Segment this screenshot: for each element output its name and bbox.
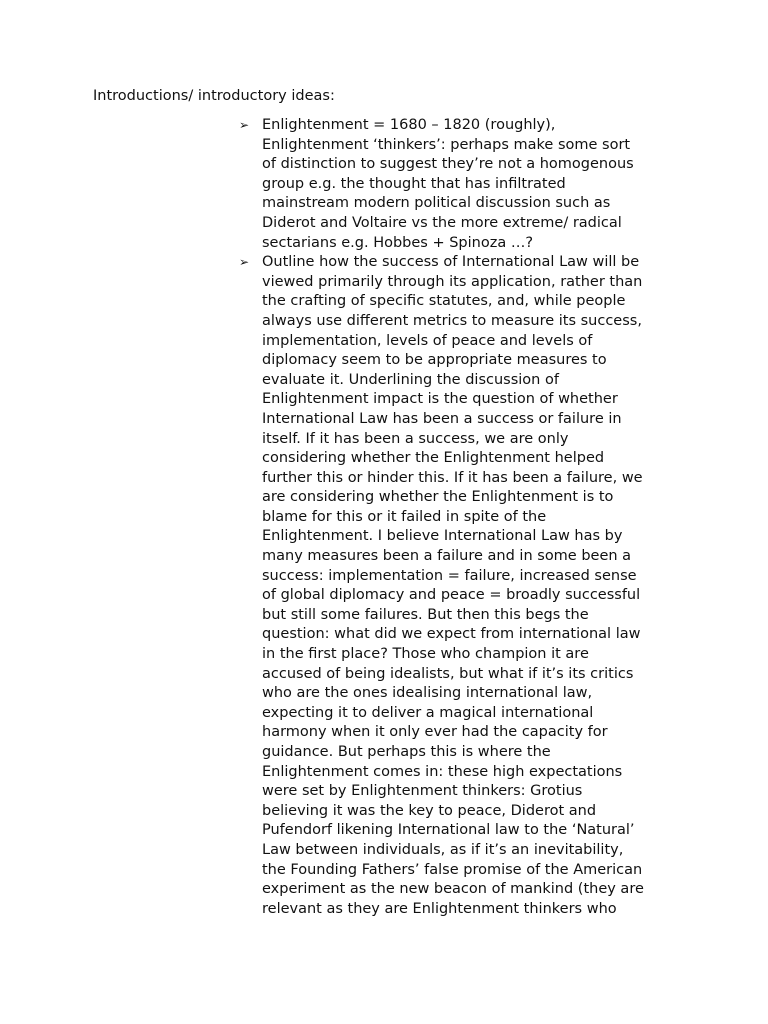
bullet-text-line: Enlightenment. I believe International Law has by: [262, 528, 623, 545]
bullet-text-line: Diderot and Voltaire vs the more extreme/ radical: [262, 214, 622, 231]
bullet-text-line: diplomacy seem to be appropriate measures to: [262, 352, 607, 369]
bullet-text-line: of global diplomacy and peace = broadly successful: [262, 587, 641, 604]
bullet-text-line: always use different metrics to measure its success,: [262, 312, 642, 329]
bullet-text-line: Enlightenment ‘thinkers’: perhaps make some sort: [262, 136, 631, 153]
bullet-item-international-law-outline: [236, 253, 676, 919]
bullet-text-line: Outline how the success of International Law will be: [262, 254, 640, 271]
bullet-text-line: Pufendorf likening International law to the ‘Natural’: [262, 822, 635, 839]
bullet-text-line: in the first place? Those who champion it are: [262, 646, 589, 663]
bullet-item-enlightenment-period: [236, 116, 676, 253]
bullet-text-line: many measures been a failure and in some been a: [262, 548, 632, 565]
bullet-text-line: evaluate it. Underlining the discussion of: [262, 371, 559, 388]
bullet-text-line: believing it was the key to peace, Diderot and: [262, 802, 597, 819]
bullet-text-line: were set by Enlightenment thinkers: Grotius: [262, 783, 583, 800]
bullet-text-line: itself. If it has been a success, we are only: [262, 430, 569, 447]
bullet-text-line: expecting it to deliver a magical international: [262, 704, 594, 721]
bullet-text-line: Enlightenment = 1680 – 1820 (roughly),: [262, 117, 556, 133]
bullet-text-line: are considering whether the Enlightenment is to: [262, 489, 614, 506]
bullet-text-line: who are the ones idealising international law,: [262, 685, 593, 702]
bullet-text-line: accused of being idealists, but what if it’s its critics: [262, 665, 634, 682]
bullet-text-line: question: what did we expect from international law: [262, 626, 641, 643]
section-heading: Introductions/ introductory ideas:: [93, 88, 335, 104]
bullet-text-line: Enlightenment comes in: these high expectations: [262, 763, 623, 780]
bullet-text-line: the crafting of specific statutes, and, while people: [262, 293, 626, 310]
bullet-text-line: the Founding Fathers’ false promise of the American: [262, 861, 643, 878]
bullet-text-line: considering whether the Enlightenment helped: [262, 450, 605, 467]
bullet-text-line: blame for this or it failed in spite of the: [262, 508, 547, 525]
bullet-text-line: Enlightenment impact is the question of whether: [262, 391, 618, 408]
bullet-text-line: group e.g. the thought that has infiltrated: [262, 175, 566, 192]
bullet-text-line: but still some failures. But then this begs the: [262, 606, 589, 623]
bullet-text-line: viewed primarily through its application, rather than: [262, 273, 643, 290]
bullet-text-line: guidance. But perhaps this is where the: [262, 744, 551, 760]
bullet-text-line: harmony when it only ever had the capacity for: [262, 724, 608, 741]
bullet-text-line: mainstream modern political discussion such as: [262, 195, 611, 212]
bullet-text-line: of distinction to suggest they’re not a homogenous: [262, 156, 634, 173]
arrow-bullet-icon: ➢: [239, 118, 250, 132]
bullet-text-line: further this or hinder this. If it has been a failure, we: [262, 469, 643, 486]
bullet-text-line: International Law has been a success or failure in: [262, 410, 622, 427]
bullet-list: [236, 116, 676, 919]
bullet-text-line: sectarians e.g. Hobbes + Spinoza …?: [262, 234, 534, 251]
bullet-text-line: implementation, levels of peace and levels of: [262, 332, 593, 349]
arrow-bullet-icon: ➢: [239, 255, 250, 270]
bullet-text-line: relevant as they are Enlightenment thinkers who: [262, 900, 617, 917]
bullet-text-line: success: implementation = failure, increased sense: [262, 567, 637, 584]
bullet-text-line: Law between individuals, as if it’s an inevitability,: [262, 841, 624, 858]
bullet-text-line: experiment as the new beacon of mankind (they are: [262, 881, 644, 898]
